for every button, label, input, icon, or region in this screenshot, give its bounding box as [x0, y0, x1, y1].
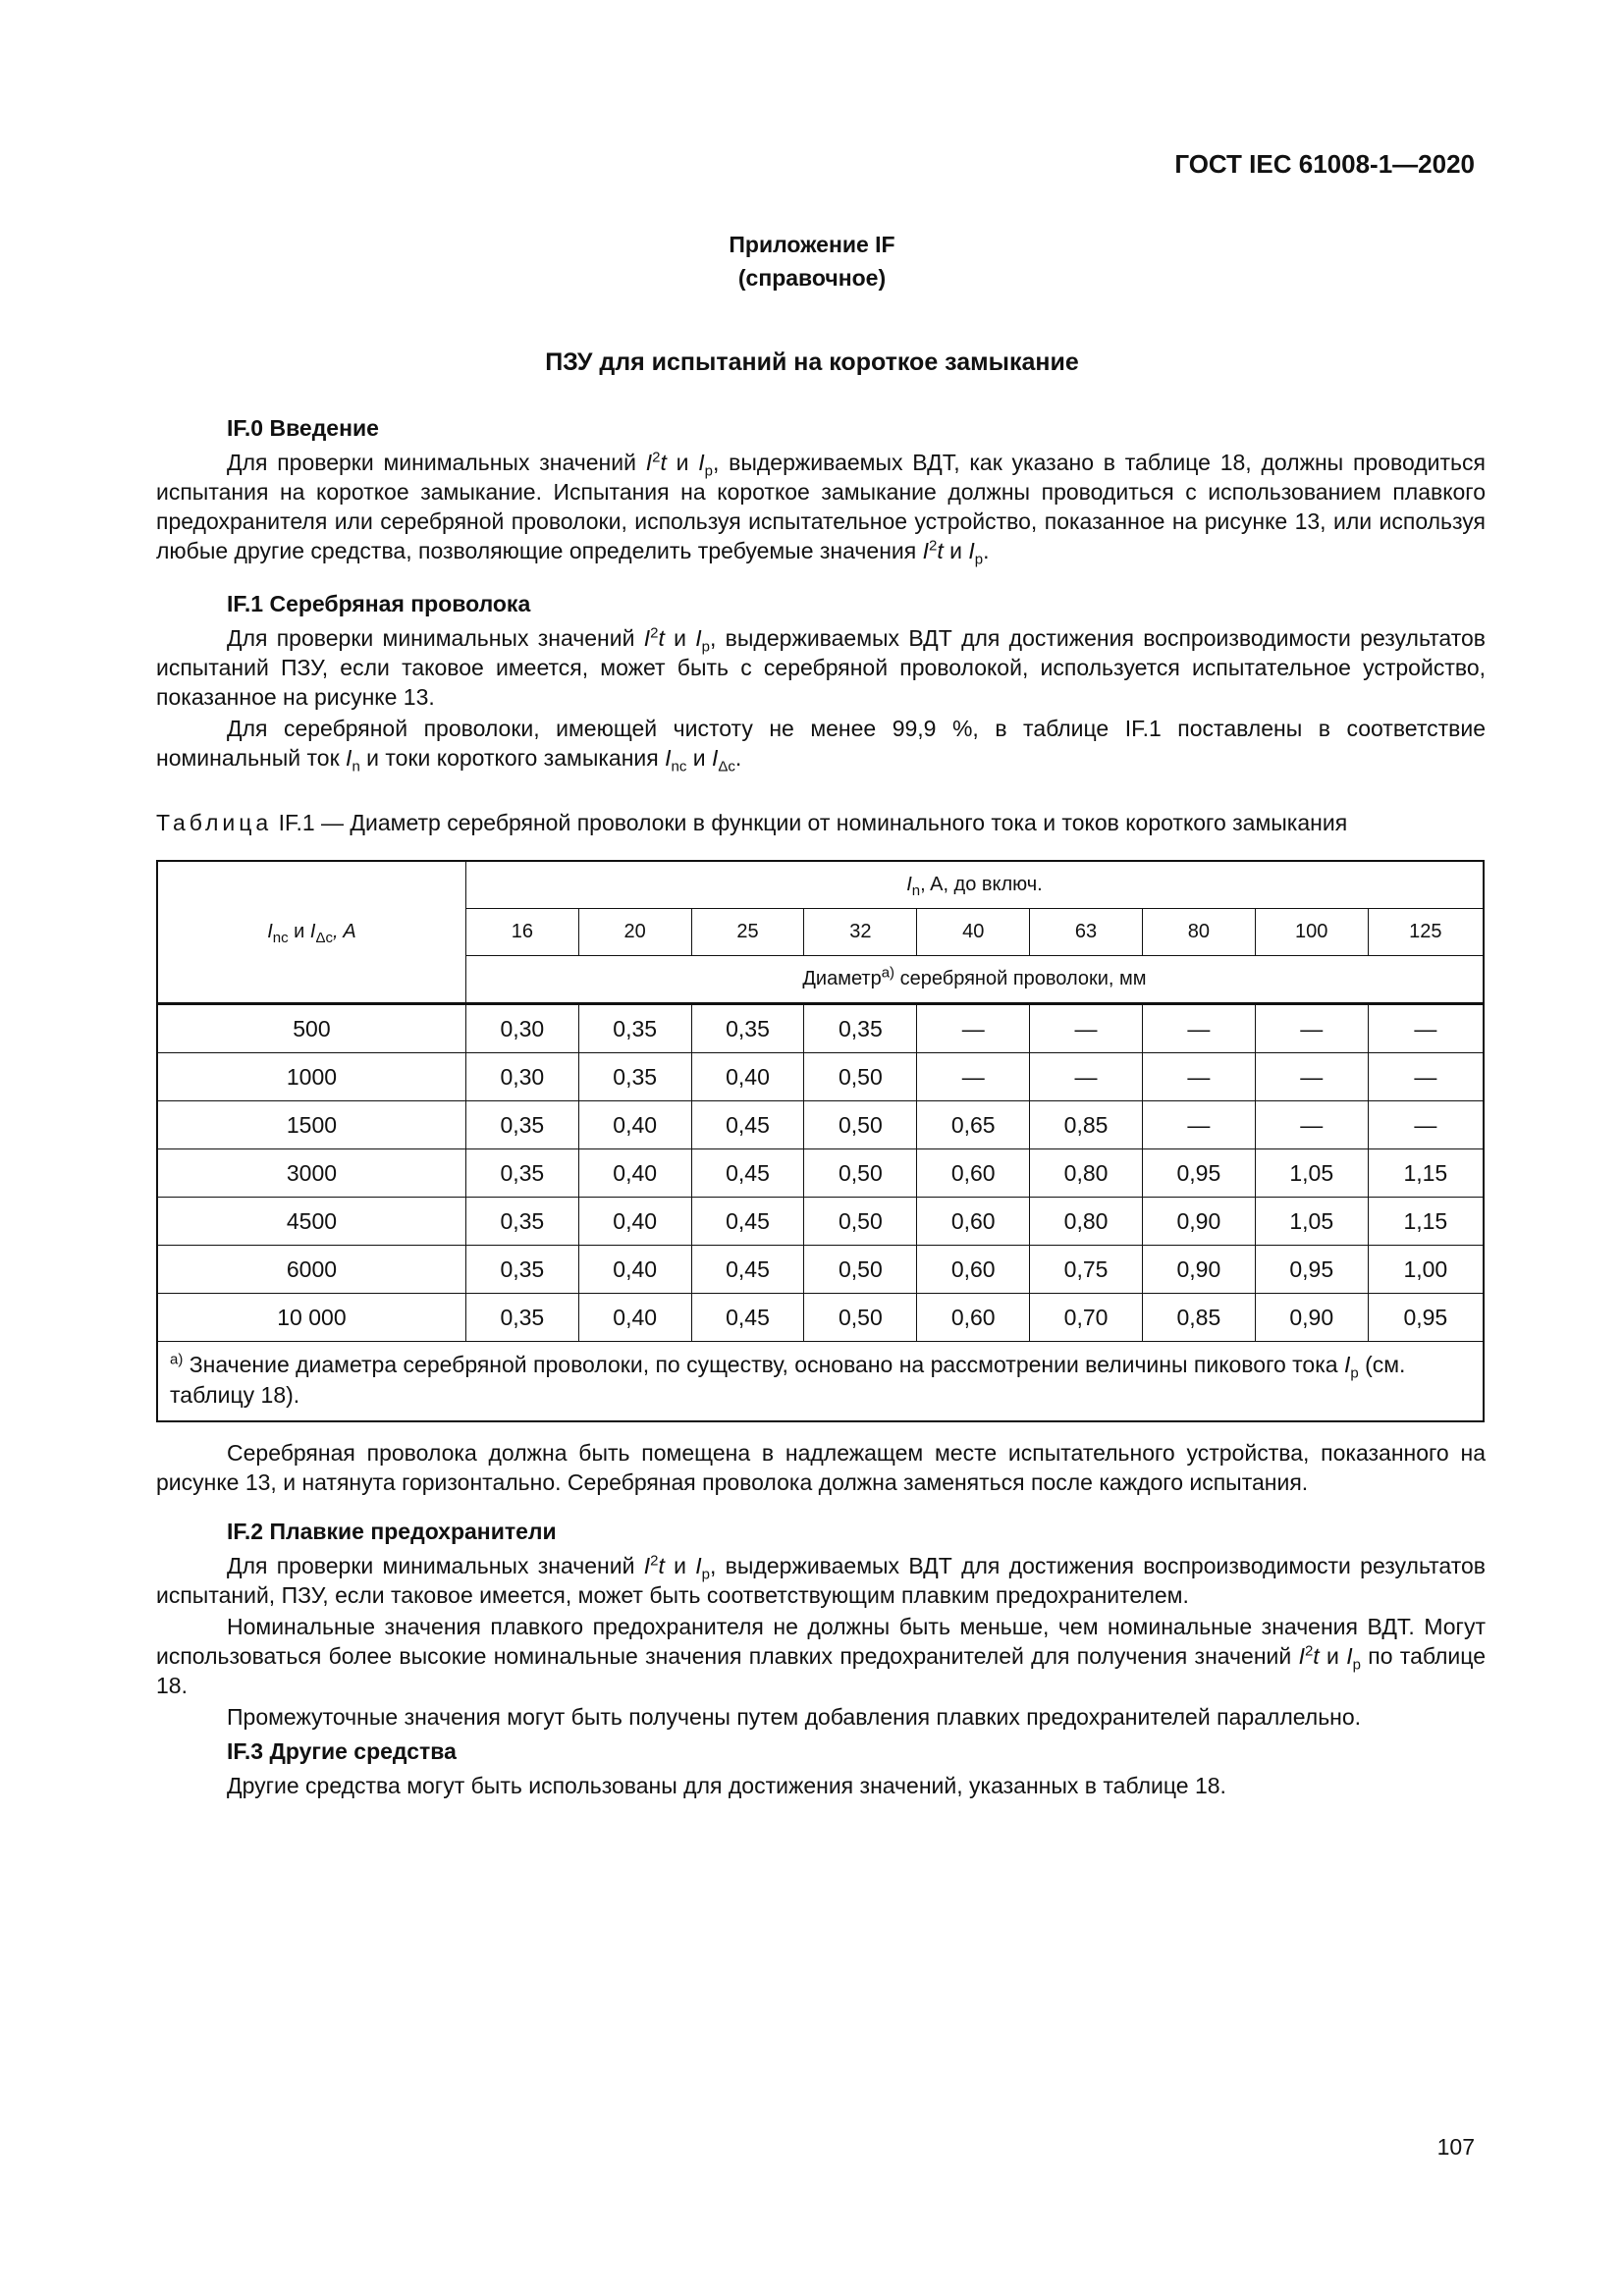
rated-current-header: $I_n$, A, до включ. [465, 861, 1484, 909]
short-circuit-current-cell: 4500 [157, 1198, 465, 1246]
diameter-cell: 0,60 [917, 1246, 1030, 1294]
section-if1 [156, 591, 1486, 773]
short-circuit-current-cell: 6000 [157, 1246, 465, 1294]
diameter-cell: 0,90 [1255, 1294, 1368, 1342]
section-heading: IF.2 Плавкие предохранители [227, 1519, 557, 1544]
section-heading: IF.0 Введение [227, 415, 379, 441]
current-header-cell: 32 [804, 909, 917, 956]
diameter-cell: 0,35 [578, 1004, 691, 1053]
table-row [157, 1198, 1484, 1246]
wire-diameter-table [156, 860, 1485, 1422]
diameter-cell: — [1368, 1004, 1484, 1053]
diameter-cell: — [1142, 1053, 1255, 1101]
paragraph: Для проверки минимальных значений $I^2t$ и $I_p$, выдерживаемых ВДТ, как указано в таблице 18, должны проводиться испытания на короткое замыкание. Испытания на короткое замыкание должны проводиться с использованием плавкого предохранителя или серебряной проволоки, используя испытательное устройство, показанное на рисунке 13, или используя любые другие средства, позволяющие определить требуемые значения $I^2t$ и $I_p$. [156, 449, 1486, 568]
table-footnote: $^{a)}$ Значение диаметра серебряной проволоки, по существу, основано на рассмотрении величины пикового тока $I_p$ (см. таблицу 18). [157, 1342, 1484, 1422]
diameter-cell: — [1142, 1101, 1255, 1149]
page-number: 107 [1436, 2134, 1475, 2160]
diameter-cell: 0,50 [804, 1246, 917, 1294]
section-heading: IF.1 Серебряная проволока [227, 591, 531, 616]
row-header-cell: $I_{nc}$ и $I_{\Delta c}$, A [157, 861, 465, 1004]
table-row [157, 1246, 1484, 1294]
diameter-cell: 0,85 [1030, 1101, 1143, 1149]
diameter-cell: — [1142, 1004, 1255, 1053]
diameter-header: Диаметр$^{a)}$ серебряной проволоки, мм [465, 956, 1484, 1004]
diameter-cell: 0,45 [691, 1246, 804, 1294]
diameter-cell: 1,05 [1255, 1149, 1368, 1198]
appendix-title [0, 228, 1624, 294]
paragraph: Серебряная проволока должна быть помещена в надлежащем месте испытательного устройства, показанного на рисунке 13, и натянута горизонтально. Серебряная проволока должна заменяться после каждого испытания. [156, 1440, 1486, 1495]
diameter-cell: 0,45 [691, 1101, 804, 1149]
short-circuit-current-cell: 10 000 [157, 1294, 465, 1342]
section-if2 [156, 1519, 1486, 1732]
short-circuit-current-cell: 500 [157, 1004, 465, 1053]
diameter-cell: 0,50 [804, 1053, 917, 1101]
diameter-cell: 1,05 [1255, 1198, 1368, 1246]
appendix-label: Приложение IF [729, 232, 895, 257]
table-row [157, 1004, 1484, 1053]
diameter-cell: 0,85 [1142, 1294, 1255, 1342]
page-title: ПЗУ для испытаний на короткое замыкание [545, 348, 1079, 376]
diameter-cell: 0,45 [691, 1149, 804, 1198]
current-header-cell: 63 [1030, 909, 1143, 956]
diameter-cell: 0,95 [1368, 1294, 1484, 1342]
diameter-cell: 0,65 [917, 1101, 1030, 1149]
diameter-cell: 0,35 [465, 1101, 578, 1149]
diameter-cell: 0,45 [691, 1294, 804, 1342]
diameter-cell: — [917, 1053, 1030, 1101]
diameter-cell: 0,35 [804, 1004, 917, 1053]
current-header-cell: 25 [691, 909, 804, 956]
diameter-cell: — [1368, 1053, 1484, 1101]
diameter-cell: 0,50 [804, 1101, 917, 1149]
table-row [157, 1294, 1484, 1342]
diameter-cell: 0,75 [1030, 1246, 1143, 1294]
diameter-cell: 0,40 [578, 1294, 691, 1342]
current-header-cell: 80 [1142, 909, 1255, 956]
current-header-cell: 40 [917, 909, 1030, 956]
diameter-cell: 0,50 [804, 1294, 917, 1342]
diameter-cell: 0,35 [465, 1246, 578, 1294]
diameter-cell: 0,35 [465, 1149, 578, 1198]
paragraph: Для серебряной проволоки, имеющей чистоту не менее 99,9 %, в таблице IF.1 поставлены в соответствие номинальный ток $I_n$ и токи короткого замыкания $I_{nc}$ и $I_{\Delta c}$. [156, 716, 1486, 775]
diameter-cell: 0,60 [917, 1149, 1030, 1198]
paragraph: Для проверки минимальных значений $I^2t$ и $I_p$, выдерживаемых ВДТ для достижения воспроизводимости результатов испытаний ПЗУ, если таковое имеется, может быть с серебряной проволокой, используется испытательное устройство, показанное на рисунке 13. [156, 624, 1486, 710]
diameter-cell: 0,35 [691, 1004, 804, 1053]
diameter-cell: 0,90 [1142, 1198, 1255, 1246]
diameter-cell: 0,40 [578, 1101, 691, 1149]
diameter-cell: — [1030, 1053, 1143, 1101]
short-circuit-current-cell: 1500 [157, 1101, 465, 1149]
diameter-cell: 0,80 [1030, 1149, 1143, 1198]
diameter-cell: 1,00 [1368, 1246, 1484, 1294]
paragraph: Номинальные значения плавкого предохранителя не должны быть меньше, чем номинальные значения ВДТ. Могут использоваться более высокие номинальные значения плавких предохранителей для получения значений $I^2t$ и $I_p$ по таблице 18. [156, 1614, 1486, 1698]
table-caption: Таблица IF.1 — Диаметр серебряной проволоки в функции от номинального тока и токов короткого замыкания [156, 810, 1348, 835]
diameter-cell: 0,40 [578, 1246, 691, 1294]
diameter-cell: 0,95 [1255, 1246, 1368, 1294]
current-header-cell: 16 [465, 909, 578, 956]
short-circuit-current-cell: 1000 [157, 1053, 465, 1101]
diameter-cell: 0,35 [465, 1198, 578, 1246]
diameter-cell: 0,50 [804, 1149, 917, 1198]
diameter-cell: 0,60 [917, 1198, 1030, 1246]
diameter-cell: 0,70 [1030, 1294, 1143, 1342]
current-header-cell: 125 [1368, 909, 1484, 956]
table-row [157, 1101, 1484, 1149]
diameter-cell: 0,90 [1142, 1246, 1255, 1294]
table-row [157, 1053, 1484, 1101]
diameter-cell: 0,40 [578, 1198, 691, 1246]
diameter-cell: 0,30 [465, 1053, 578, 1101]
paragraph: Другие средства могут быть использованы для достижения значений, указанных в таблице 18. [227, 1773, 1226, 1798]
diameter-cell: 0,40 [578, 1149, 691, 1198]
section-if0 [156, 415, 1486, 568]
diameter-cell: 0,60 [917, 1294, 1030, 1342]
current-header-cell: 20 [578, 909, 691, 956]
diameter-cell: 0,35 [578, 1053, 691, 1101]
diameter-cell: 0,95 [1142, 1149, 1255, 1198]
diameter-cell: 0,30 [465, 1004, 578, 1053]
diameter-cell: — [917, 1004, 1030, 1053]
diameter-cell: 0,50 [804, 1198, 917, 1246]
diameter-cell: — [1030, 1004, 1143, 1053]
section-if3 [156, 1738, 1486, 1800]
appendix-type: (справочное) [737, 265, 887, 291]
diameter-cell: 0,40 [691, 1053, 804, 1101]
diameter-cell: — [1255, 1004, 1368, 1053]
short-circuit-current-cell: 3000 [157, 1149, 465, 1198]
after-table-block [156, 1438, 1486, 1497]
paragraph: Для проверки минимальных значений $I^2t$ и $I_p$, выдерживаемых ВДТ для достижения воспроизводимости результатов испытаний, ПЗУ, если таковое имеется, может быть соответствующим плавким предохранителем. [156, 1552, 1486, 1608]
current-header-cell: 100 [1255, 909, 1368, 956]
paragraph: Промежуточные значения могут быть получены путем добавления плавких предохранителей параллельно. [227, 1704, 1362, 1730]
table-row [157, 1149, 1484, 1198]
diameter-cell: 0,35 [465, 1294, 578, 1342]
diameter-cell: 1,15 [1368, 1149, 1484, 1198]
standard-code: ГОСТ IEC 61008-1—2020 [1174, 149, 1475, 179]
diameter-cell: — [1255, 1101, 1368, 1149]
diameter-cell: — [1255, 1053, 1368, 1101]
section-heading: IF.3 Другие средства [227, 1738, 457, 1764]
diameter-cell: 1,15 [1368, 1198, 1484, 1246]
diameter-cell: 0,45 [691, 1198, 804, 1246]
diameter-cell: 0,80 [1030, 1198, 1143, 1246]
diameter-cell: — [1368, 1101, 1484, 1149]
